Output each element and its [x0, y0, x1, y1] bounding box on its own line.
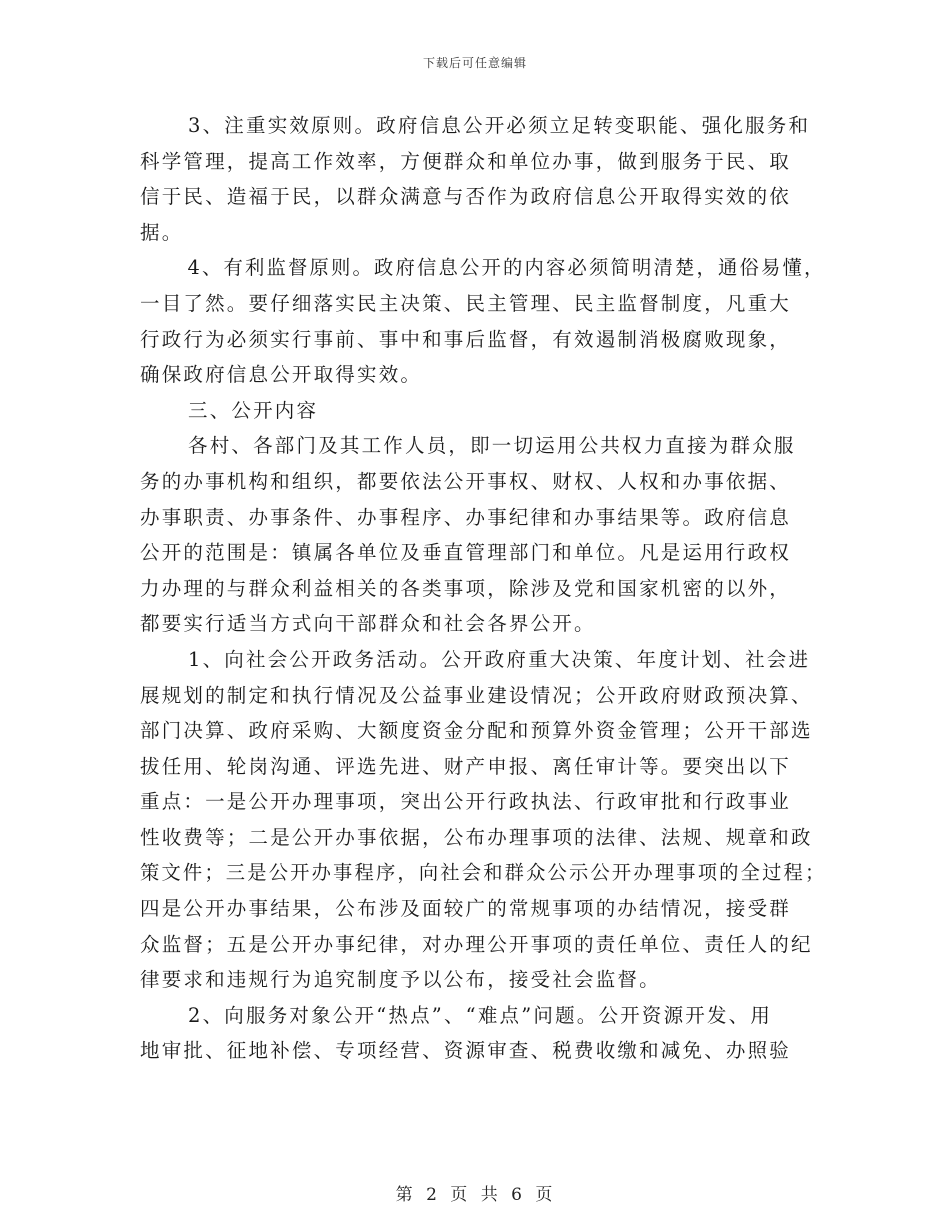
- text-line: 据。: [140, 220, 184, 244]
- text-line: 四是公开办事结果，公布涉及面较广的常规事项的办结情况，接受群: [140, 897, 792, 921]
- text-line: 都要实行适当方式向干部群众和社会各界公开。: [140, 612, 596, 636]
- text-line: 2、向服务对象公开“热点”、“难点”问题。公开资源开发、用: [188, 1003, 773, 1027]
- text-line: 展规划的制定和执行情况及公益事业建设情况；公开政府财政预决算、: [140, 683, 813, 707]
- text-line: 4、有利监督原则。政府信息公开的内容必须简明清楚，通俗易懂，: [187, 256, 826, 280]
- page-footer: 第 2 页 共 6 页: [395, 1185, 555, 1205]
- text-line: 1、向社会公开政务活动。公开政府重大决策、年度计划、社会进: [188, 647, 811, 671]
- text-line: 行政行为必须实行事前、事中和事后监督，有效遏制消极腐败现象，: [140, 327, 792, 351]
- page-header: 下载后可任意编辑: [422, 56, 527, 70]
- text-line: 信于民、造福于民，以群众满意与否作为政府信息公开取得实效的依: [140, 185, 792, 209]
- text-line: 拔任用、轮岗沟通、评选先进、财产申报、离任审计等。要突出以下: [140, 754, 792, 778]
- document-body: [140, 108, 826, 1069]
- text-line: 一目了然。要仔细落实民主决策、民主管理、民主监督制度，凡重大: [140, 291, 792, 315]
- text-line: 公开的范围是：镇属各单位及垂直管理部门和单位。凡是运用行政权: [140, 541, 792, 565]
- text-line: 各村、各部门及其工作人员，即一切运用公共权力直接为群众服: [188, 434, 796, 458]
- text-line: 3、注重实效原则。政府信息公开必须立足转变职能、强化服务和: [188, 114, 811, 137]
- text-line: 科学管理，提高工作效率，方便群众和单位办事，做到服务于民、取: [140, 149, 792, 173]
- text-line: 力办理的与群众利益相关的各类事项，除涉及党和国家机密的以外，: [140, 576, 792, 600]
- text-line: 办事职责、办事条件、办事程序、办事纪律和办事结果等。政府信息: [140, 505, 792, 529]
- text-line: 确保政府信息公开取得实效。: [140, 363, 423, 387]
- text-line: 三、公开内容: [188, 398, 319, 422]
- text-line: 地审批、征地补偿、专项经营、资源审查、税费收缴和减免、办照验: [140, 1039, 792, 1063]
- text-line: 部门决算、政府采购、大额度资金分配和预算外资金管理；公开干部选: [140, 719, 813, 743]
- text-line: 性收费等；二是公开办事依据，公布办理事项的法律、法规、规章和政: [140, 825, 813, 849]
- text-line: 策文件；三是公开办事程序，向社会和群众公示公开办理事项的全过程；: [140, 861, 827, 885]
- text-line: 务的办事机构和组织，都要依法公开事权、财权、人权和办事依据、: [140, 469, 792, 493]
- text-line: 重点：一是公开办理事项，突出公开行政执法、行政审批和行政事业: [140, 790, 792, 814]
- text-line: 律要求和违规行为追究制度予以公布，接受社会监督。: [140, 968, 661, 992]
- text-line: 众监督；五是公开办事纪律，对办理公开事项的责任单位、责任人的纪: [140, 932, 813, 956]
